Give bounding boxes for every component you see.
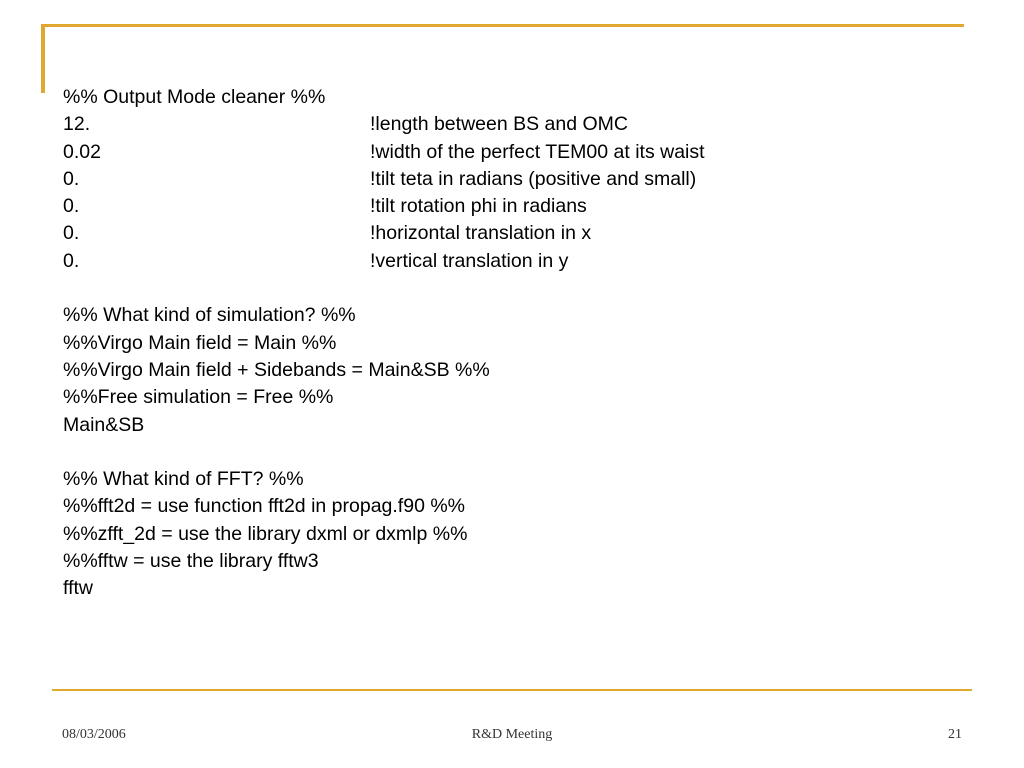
text-line: %%fftw = use the library fftw3: [63, 550, 319, 573]
param-row: [63, 111, 963, 138]
text-line: %%Virgo Main field + Sidebands = Main&SB %%: [63, 358, 490, 381]
top-frame-line: [42, 24, 964, 27]
slide-body: [63, 84, 963, 603]
param-value: 0.: [63, 249, 80, 272]
param-comment: !length between BS and OMC: [370, 113, 628, 136]
param-comment: !tilt rotation phi in radians: [370, 195, 587, 218]
param-value: 12.: [63, 113, 91, 136]
param-row: [63, 220, 963, 247]
left-frame-line: [41, 24, 45, 93]
param-comment: !tilt teta in radians (positive and small): [370, 167, 697, 190]
text-line: %% Output Mode cleaner %%: [63, 86, 326, 108]
page-number: 21: [948, 727, 962, 742]
footer-date: 08/03/2006: [62, 727, 126, 742]
text-line: %% What kind of FFT? %%: [63, 468, 304, 491]
param-value: 0.: [63, 195, 80, 218]
param-row: [63, 166, 963, 193]
text-line: %%fft2d = use function fft2d in propag.f90 %%: [63, 495, 466, 518]
param-row: [63, 139, 963, 166]
param-row: [63, 248, 963, 275]
text-line: fftw: [63, 577, 93, 600]
footer-divider: [52, 689, 972, 691]
blank-line: [63, 439, 963, 466]
param-row: [63, 193, 963, 220]
text-line: %%Free simulation = Free %%: [63, 386, 334, 409]
text-line: %%zfft_2d = use the library dxml or dxmlp %%: [63, 522, 468, 545]
param-value: 0.: [63, 222, 80, 245]
param-comment: !width of the perfect TEM00 at its waist: [370, 140, 705, 163]
text-line: Main&SB: [63, 413, 145, 436]
param-value: 0.02: [63, 140, 101, 163]
param-comment: !vertical translation in y: [370, 249, 569, 272]
blank-line: [63, 275, 963, 302]
param-comment: !horizontal translation in x: [370, 222, 592, 245]
text-line: %% What kind of simulation? %%: [63, 304, 356, 327]
param-value: 0.: [63, 167, 80, 190]
text-line: %%Virgo Main field = Main %%: [63, 331, 337, 354]
footer-title: R&D Meeting: [471, 727, 553, 742]
